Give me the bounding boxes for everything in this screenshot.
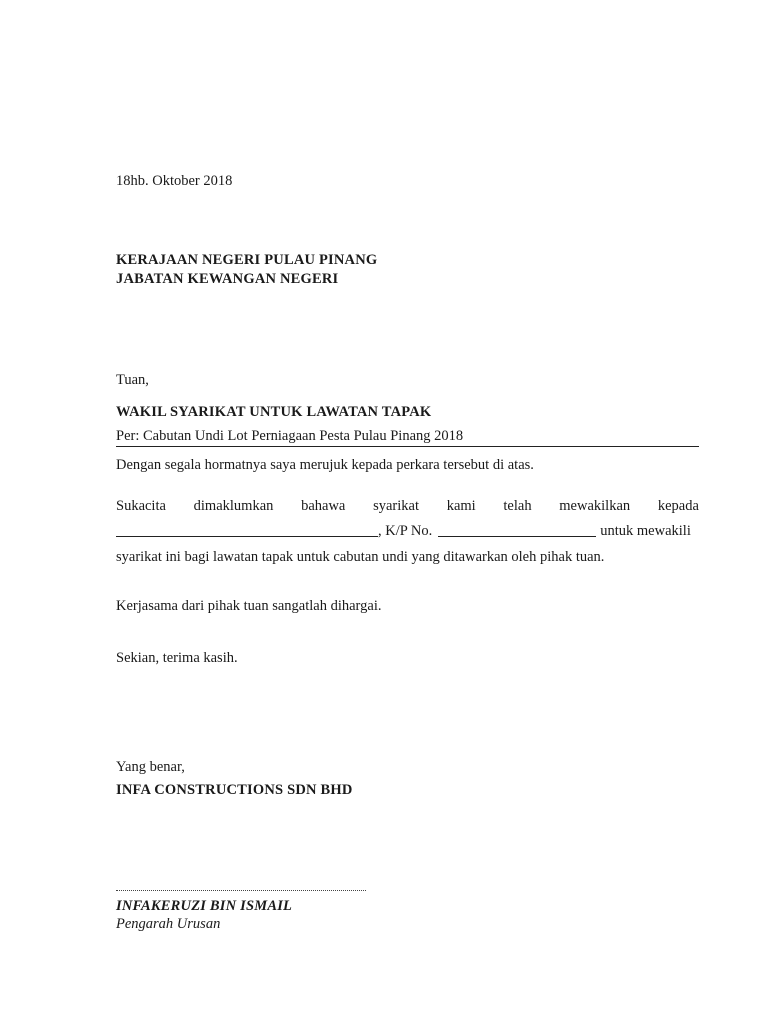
opening-paragraph: Dengan segala hormatnya saya merujuk kepada perkara tersebut di atas. bbox=[116, 457, 534, 473]
salutation: Tuan, bbox=[116, 372, 149, 388]
signatory-name: INFAKERUZI BIN ISMAIL bbox=[116, 898, 293, 914]
recipient-line-1: KERAJAAN NEGERI PULAU PINANG bbox=[116, 252, 378, 268]
recipient-line-2: JABATAN KEWANGAN NEGERI bbox=[116, 271, 339, 287]
para2-tail: untuk mewakili bbox=[600, 523, 691, 539]
paragraph-2-line-1 bbox=[116, 497, 699, 515]
para2-word: kami bbox=[446, 498, 476, 514]
paragraph-2-line-3: syarikat ini bagi lawatan tapak untuk cabutan undi yang ditawarkan oleh pihak tuan. bbox=[116, 549, 605, 565]
closing-paragraph: Sekian, terima kasih. bbox=[116, 650, 238, 666]
company-name: INFA CONSTRUCTIONS SDN BHD bbox=[116, 782, 353, 798]
cooperation-paragraph: Kerjasama dari pihak tuan sangatlah dihargai. bbox=[116, 598, 382, 614]
para2-word: kepada bbox=[657, 498, 699, 514]
para2-word: dimaklumkan bbox=[193, 498, 274, 514]
paragraph-2-line-2 bbox=[116, 522, 699, 540]
para2-word: mewakilkan bbox=[559, 498, 631, 514]
para2-word: Sukacita bbox=[116, 498, 166, 514]
signature-line bbox=[116, 878, 366, 891]
para2-word: telah bbox=[503, 498, 532, 514]
letter-subject: WAKIL SYARIKAT UNTUK LAWATAN TAPAK bbox=[116, 404, 432, 420]
representative-name-blank bbox=[116, 522, 378, 537]
signatory-title: Pengarah Urusan bbox=[116, 916, 221, 932]
para2-word: syarikat bbox=[373, 498, 419, 514]
valediction: Yang benar, bbox=[116, 759, 185, 775]
para2-word: bahawa bbox=[301, 498, 346, 514]
letter-date: 18hb. Oktober 2018 bbox=[116, 173, 233, 189]
subject-reference: Per: Cabutan Undi Lot Perniagaan Pesta Pulau Pinang 2018 bbox=[116, 427, 699, 447]
kp-label: , K/P No. bbox=[378, 523, 433, 539]
kp-number-blank bbox=[438, 522, 596, 537]
